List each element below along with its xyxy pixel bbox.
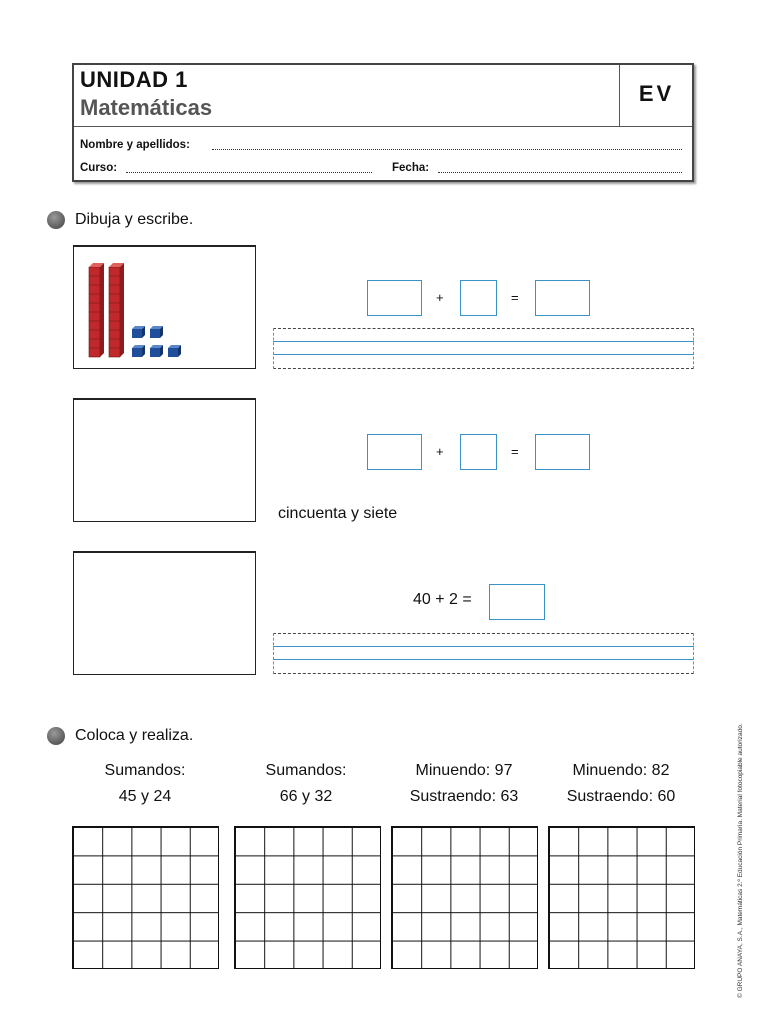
drawing-box-2[interactable] xyxy=(73,398,256,522)
calculation-grid-2[interactable] xyxy=(234,826,381,969)
date-label: Fecha: xyxy=(392,162,430,174)
name-field[interactable] xyxy=(212,139,682,150)
problem-3-label: Minuendo: 97 Sustraendo: 63 xyxy=(409,762,519,805)
base-ten-blocks xyxy=(74,247,255,367)
unit-cube-icon xyxy=(168,345,181,357)
drawing-box-3[interactable] xyxy=(73,551,256,675)
answer-box-total-3[interactable] xyxy=(489,584,545,620)
unit-title: UNIDAD 1 xyxy=(80,67,188,92)
writing-lines-3[interactable] xyxy=(273,633,694,674)
date-field[interactable] xyxy=(438,162,682,173)
plus-sign: + xyxy=(436,444,444,459)
calculation-grid-3[interactable] xyxy=(391,826,538,969)
problem-1-label: Sumandos: 45 y 24 xyxy=(104,762,186,805)
tens-rod-icon xyxy=(89,263,104,357)
instruction-place-solve: Coloca y realiza. xyxy=(75,727,194,744)
unit-cube-icon xyxy=(132,326,145,338)
evaluation-code: EV xyxy=(638,81,675,106)
answer-box-tens-2[interactable] xyxy=(367,434,422,470)
answer-box-total-2[interactable] xyxy=(535,434,590,470)
bullet-icon xyxy=(47,727,65,745)
instruction-draw-write: Dibuja y escribe. xyxy=(75,211,194,228)
number-words: cincuenta y siete xyxy=(278,505,398,522)
drawing-box-1[interactable] xyxy=(73,245,256,369)
equation-text: 40 + 2 = xyxy=(413,591,472,608)
subject-title: Matemáticas xyxy=(80,95,213,120)
answer-box-units-1[interactable] xyxy=(460,280,497,316)
answer-box-total-1[interactable] xyxy=(535,280,590,316)
equals-sign: = xyxy=(511,290,519,305)
course-label: Curso: xyxy=(80,162,118,174)
plus-sign: + xyxy=(436,290,444,305)
unit-cube-icon xyxy=(150,345,163,357)
writing-lines-1[interactable] xyxy=(273,328,694,369)
header-separator xyxy=(74,126,692,127)
course-field[interactable] xyxy=(126,162,372,173)
answer-box-units-2[interactable] xyxy=(460,434,497,470)
copyright-notice: © GRUPO ANAYA, S.A., Matemáticas 2.º Educación Primaria. Material fotocopiable autorizado. xyxy=(737,723,744,998)
name-label: Nombre y apellidos: xyxy=(80,139,190,151)
unit-cube-icon xyxy=(132,345,145,357)
unit-cube-icon xyxy=(150,326,163,338)
calculation-grid-1[interactable] xyxy=(72,826,219,969)
equals-sign: = xyxy=(511,444,519,459)
problem-2-label: Sumandos: 66 y 32 xyxy=(265,762,347,805)
bullet-icon xyxy=(47,211,65,229)
tens-rod-icon xyxy=(109,263,124,357)
calculation-grid-4[interactable] xyxy=(548,826,695,969)
answer-box-tens-1[interactable] xyxy=(367,280,422,316)
problem-4-label: Minuendo: 82 Sustraendo: 60 xyxy=(566,762,676,805)
